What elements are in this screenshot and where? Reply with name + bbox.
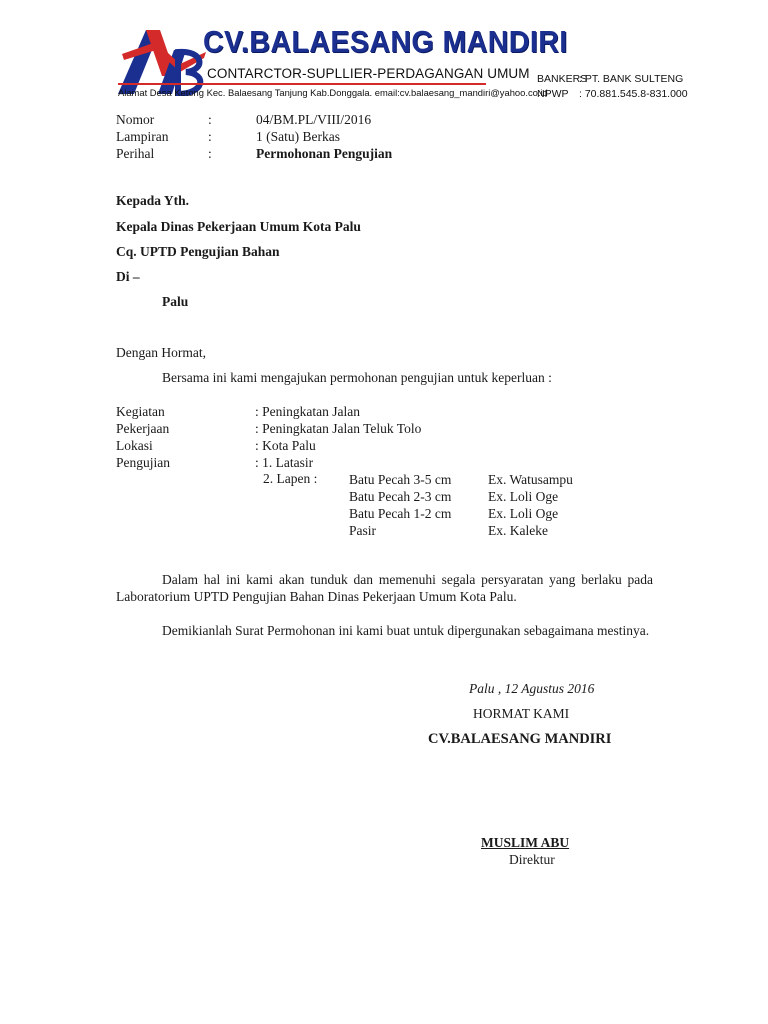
material-source: Ex. Kaleke [488,523,548,538]
bank-info [537,72,688,102]
salutation: Dengan Hormat, [116,345,206,360]
header-divider [118,83,486,85]
detail-label: Lokasi [116,438,153,453]
meta-value: 04/BM.PL/VIII/2016 [256,112,372,127]
detail-row [116,420,421,437]
lapen-materials [349,471,573,539]
detail-value: : Peningkatan Jalan Teluk Tolo [255,421,422,436]
detail-row [116,403,421,420]
recipient-city: Palu [162,294,189,309]
meta-colon: : [208,112,212,127]
recipient-line3: Cq. UPTD Pengujian Bahan [116,244,280,259]
material-row [349,522,573,539]
company-tagline: CONTARCTOR-SUPLLIER-PERDAGANGAN UMUM [207,66,530,81]
meta-value: Permohonan Pengujian [256,146,393,161]
detail-row [116,454,421,471]
meta-row-perihal [116,145,392,162]
body-paragraph-1: Dalam hal ini kami akan tunduk dan memenuhi segala persyaratan yang berlaku pada Laboratorium UPTD Pengujian Bahan Dinas Pekerjaan Umum Kota Palu. [116,572,653,604]
material-source: Ex. Loli Oge [488,506,559,521]
details-block [116,403,421,471]
material-name: Batu Pecah 3-5 cm [349,472,452,487]
intro-text: Bersama ini kami mengajukan permohonan pengujian untuk keperluan : [162,370,552,385]
recipient-line4: Di – [116,269,140,284]
bankers-value: : PT. BANK SULTENG [579,73,684,85]
material-source: Ex. Loli Oge [488,489,559,504]
company-name: CV.BALAESANG MANDIRI [203,24,568,59]
detail-row [116,437,421,454]
meta-row-lampiran [116,128,392,145]
meta-row-nomor [116,111,392,128]
closing-greeting: HORMAT KAMI [473,706,570,721]
detail-label: Kegiatan [116,404,165,419]
company-address: Alamat Desa Ketong Kec. Balaesang Tanjung Kab.Donggala. email:cv.balaesang_mandiri@yahoo.co.id [118,87,548,98]
material-row [349,505,573,522]
letter-meta [116,111,392,162]
recipient-line2: Kepala Dinas Pekerjaan Umum Kota Palu [116,219,361,234]
bankers-label: BANKERS [537,73,588,85]
place-date: Palu , 12 Agustus 2016 [469,681,595,696]
meta-colon: : [208,129,212,144]
recipient-line1: Kepada Yth. [116,193,190,208]
meta-label: Nomor [116,112,155,127]
material-name: Pasir [349,523,376,538]
meta-colon: : [208,146,212,161]
meta-value: 1 (Satu) Berkas [256,129,340,144]
company-logo [116,24,206,96]
material-name: Batu Pecah 2-3 cm [349,489,452,504]
meta-label: Lampiran [116,129,169,144]
npwp-label: NPWP [537,88,569,100]
signing-company: CV.BALAESANG MANDIRI [428,731,612,747]
material-name: Batu Pecah 1-2 cm [349,506,452,521]
detail-value: : 1. Latasir [255,455,314,470]
signer-title: Direktur [509,852,555,867]
detail-value: : Peningkatan Jalan [255,404,360,419]
signer-name: MUSLIM ABU [481,835,570,850]
detail-label: Pengujian [116,455,170,470]
material-source: Ex. Watusampu [488,472,573,487]
detail-value: : Kota Palu [255,438,316,453]
material-row [349,471,573,488]
lapen-label: 2. Lapen : [263,471,318,486]
detail-label: Pekerjaan [116,421,170,436]
npwp-value: : 70.881.545.8-831.000 [579,88,688,100]
meta-label: Perihal [116,146,155,161]
body-paragraph-2: Demikianlah Surat Permohonan ini kami buat untuk dipergunakan sebagaimana mestinya. [162,623,650,638]
material-row [349,488,573,505]
